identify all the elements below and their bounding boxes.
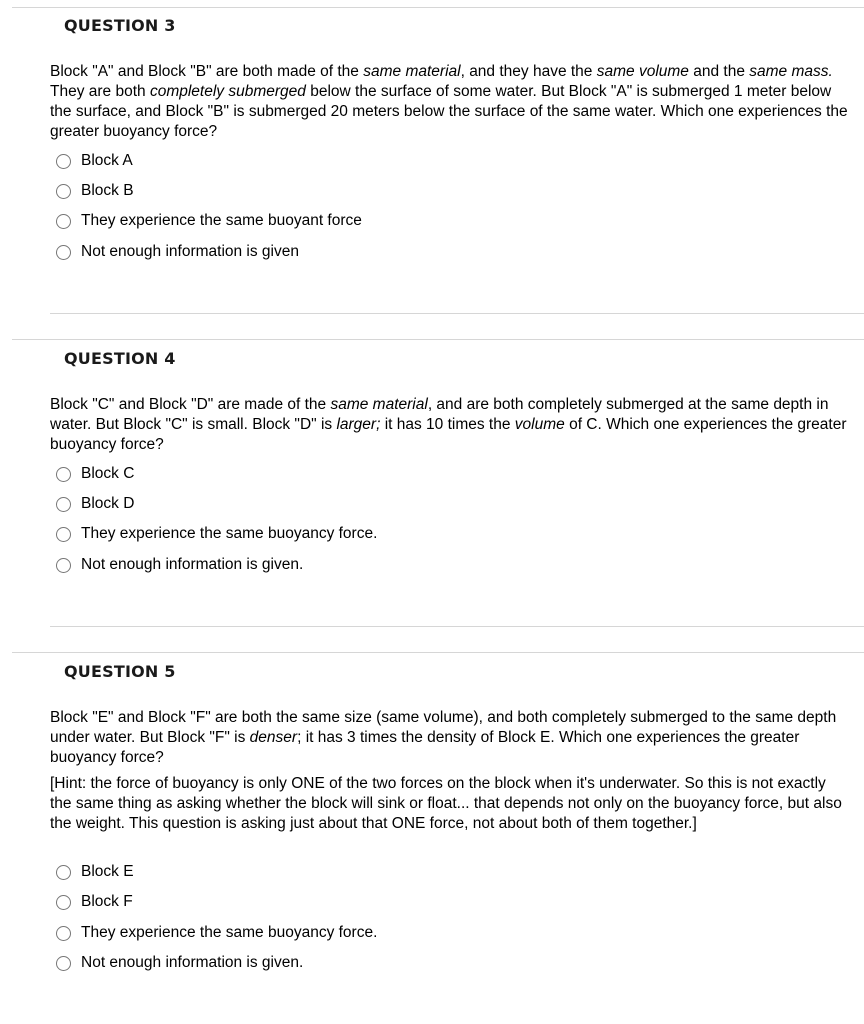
radio-button[interactable] [56, 895, 71, 910]
option-label: Block A [81, 152, 133, 169]
question-text [50, 395, 850, 455]
radio-button[interactable] [56, 184, 71, 199]
question-title: QUESTION 3 [64, 16, 176, 35]
answer-option[interactable] [56, 892, 133, 912]
option-label: Not enough information is given. [81, 954, 304, 971]
emphasis-text: denser [249, 729, 298, 746]
body-text: and the [688, 63, 750, 80]
option-label: Block E [81, 863, 134, 880]
radio-button[interactable] [56, 956, 71, 971]
body-text: Block "A" and Block "B" are both made of the [50, 63, 364, 80]
answer-option[interactable] [56, 524, 377, 544]
question-hint: [Hint: the force of buoyancy is only ONE of the two forces on the block when it's underwater. So this is not exactly the same thing as asking whether the block will sink or float... that depends not only on the buoyancy force, but also the weight. This question is asking just about that ONE force, not about both of them together.] [50, 775, 842, 832]
answer-option[interactable] [56, 923, 377, 943]
radio-button[interactable] [56, 154, 71, 169]
option-label: Block C [81, 465, 135, 482]
top-divider [12, 7, 864, 8]
emphasis-text: completely submerged [149, 83, 306, 100]
body-text: Block "C" and Block "D" are made of the [50, 396, 331, 413]
body-text: , and they have the [460, 63, 597, 80]
radio-button[interactable] [56, 245, 71, 260]
body-text: They are both [50, 83, 150, 100]
radio-button[interactable] [56, 467, 71, 482]
answer-option[interactable] [56, 464, 134, 484]
answer-option[interactable] [56, 953, 303, 973]
body-text: below the surface of some water. But Block "A" is submerged 1 meter below the surface, and Block "B" is submerged 20 meters below the surface of the same water. Which one experiences the greater buoyancy force? [50, 83, 848, 140]
option-label: Block B [81, 182, 134, 199]
answer-option[interactable] [56, 181, 134, 201]
question-title: QUESTION 5 [64, 662, 176, 681]
body-text: of C. Which one experiences the greater buoyancy force? [50, 416, 847, 453]
radio-button[interactable] [56, 558, 71, 573]
emphasis-text: same material [330, 396, 428, 413]
emphasis-text: same volume [596, 63, 689, 80]
body-text: ; it has 3 times the density of Block E. Which one experiences the greater buoyancy force? [50, 729, 800, 766]
emphasis-text: same material [363, 63, 461, 80]
radio-button[interactable] [56, 527, 71, 542]
option-label: They experience the same buoyancy force. [81, 924, 378, 941]
radio-button[interactable] [56, 214, 71, 229]
answer-option[interactable] [56, 151, 133, 171]
option-label: They experience the same buoyancy force. [81, 525, 378, 542]
answer-option[interactable] [56, 494, 134, 514]
question-5-top-divider [12, 652, 864, 653]
question-3-bottom-divider [50, 313, 864, 314]
body-text: it has 10 times the [380, 416, 515, 433]
question-text [50, 708, 850, 768]
option-label: They experience the same buoyant force [81, 212, 362, 229]
radio-button[interactable] [56, 497, 71, 512]
option-label: Not enough information is given [81, 243, 299, 260]
body-text: , and are both completely submerged at the same depth in water. But Block "C" is small. Block "D" is [50, 396, 829, 433]
radio-button[interactable] [56, 926, 71, 941]
option-label: Block F [81, 893, 133, 910]
option-label: Not enough information is given. [81, 556, 304, 573]
answer-option[interactable] [56, 862, 134, 882]
question-4-top-divider [12, 339, 864, 340]
emphasis-text: volume [514, 416, 565, 433]
emphasis-text: same mass. [749, 63, 833, 80]
radio-button[interactable] [56, 865, 71, 880]
body-text: Block "E" and Block "F" are both the same size (same volume), and both completely submerged to the same depth under water. But Block "F" is [50, 709, 837, 746]
option-label: Block D [81, 495, 135, 512]
answer-option[interactable] [56, 555, 303, 575]
question-text [50, 62, 850, 142]
answer-option[interactable] [56, 242, 299, 262]
question-title: QUESTION 4 [64, 349, 176, 368]
question-4-bottom-divider [50, 626, 864, 627]
emphasis-text: larger; [336, 416, 381, 433]
answer-option[interactable] [56, 211, 362, 231]
